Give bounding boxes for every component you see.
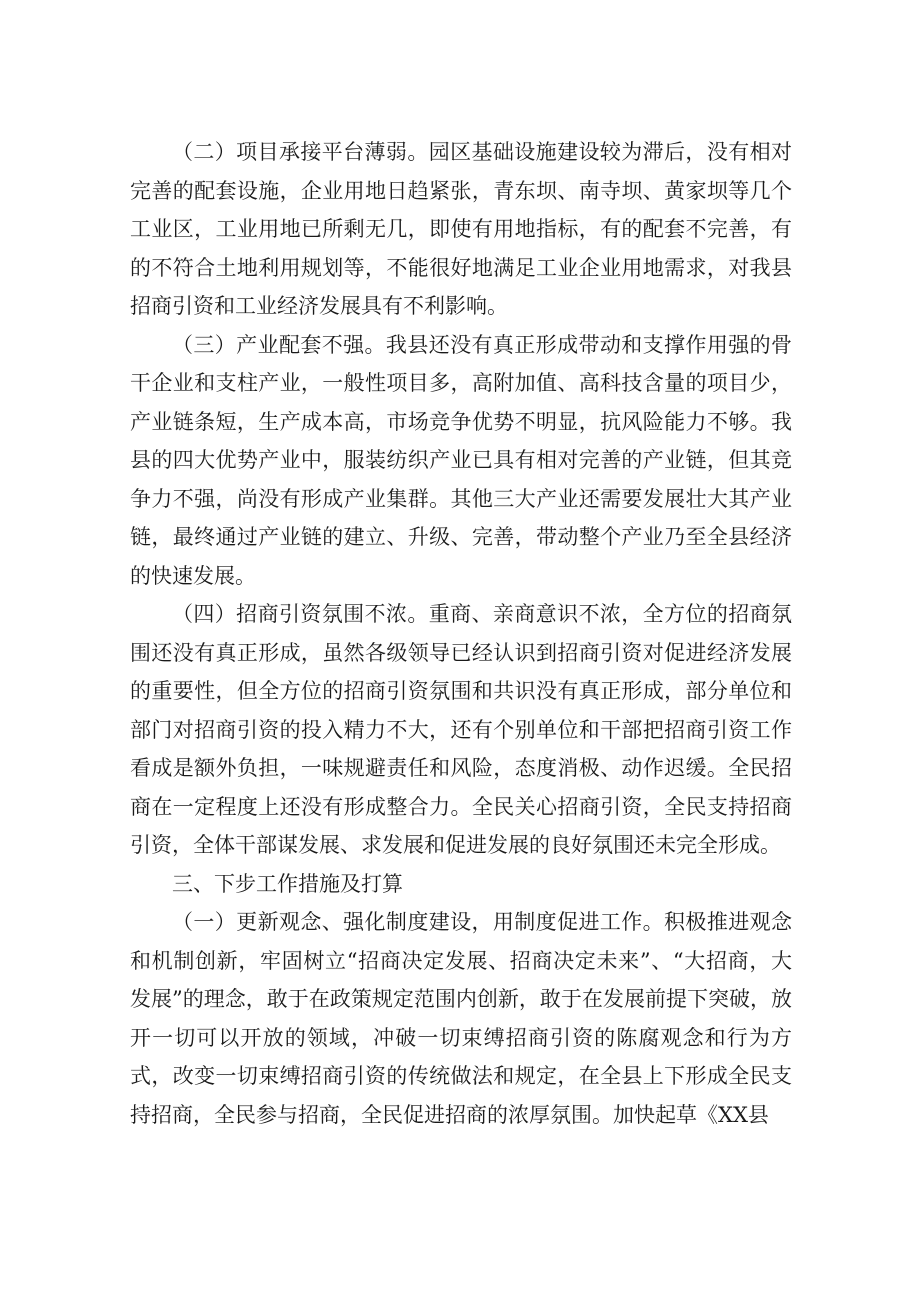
document-body: [130, 133, 792, 1134]
paragraph-investment-atmosphere: （四）招商引资氛围不浓。重商、亲商意识不浓，全方位的招商氛围还没有真正形成，虽然各级领导已经认识到招商引资对促进经济发展的重要性，但全方位的招商引资氛围和共识没有真正形成，部分单位和部门对招商引资的投入精力不大，还有个别单位和干部把招商引资工作看成是额外负担，一味规避责任和风险，态度消极、动作迟缓。全民招商在一定程度上还没有形成整合力。全民关心招商引资，全民支持招商引资，全体干部谋发展、求发展和促进发展的良好氛围还未完全形成。: [130, 602, 792, 857]
paragraph-update-concepts: （一）更新观念、强化制度建设，用制度促进工作。积极推进观念和机制创新，牢固树立“招商决定发展、招商决定未来”、“大招商，大发展”的理念，敢于在政策规定范围内创新，敢于在发展前提下突破，放开一切可以开放的领域，冲破一切束缚招商引资的陈腐观念和行为方式，改变一切束缚招商引资的传统做法和规定，在全县上下形成全民支持招商，全民参与招商，全民促进招商的浓厚氛围。加快起草《XX县: [130, 910, 792, 1127]
paragraph-project-platform: （二）项目承接平台薄弱。园区基础设施建设较为滞后，没有相对完善的配套设施，企业用地日趋紧张，青东坝、南寺坝、黄家坝等几个工业区，工业用地已所剩无几，即使有用地指标，有的配套不完善，有的不符合土地利用规划等，不能很好地满足工业企业用地需求，对我县招商引资和工业经济发展具有不利影响。: [130, 140, 792, 318]
section-heading: 三、下步工作措施及打算: [172, 871, 403, 896]
paragraph-industry-support: （三）产业配套不强。我县还没有真正形成带动和支撑作用强的骨干企业和支柱产业，一般性项目多，高附加值、高科技含量的项目少，产业链条短，生产成本高，市场竞争优势不明显，抗风险能力不够。我县的四大优势产业中，服装纺织产业已具有相对完善的产业链，但其竞争力不强，尚没有形成产业集群。其他三大产业还需要发展壮大其产业链，最终通过产业链的建立、升级、完善，带动整个产业乃至全县经济的快速发展。: [130, 332, 792, 588]
